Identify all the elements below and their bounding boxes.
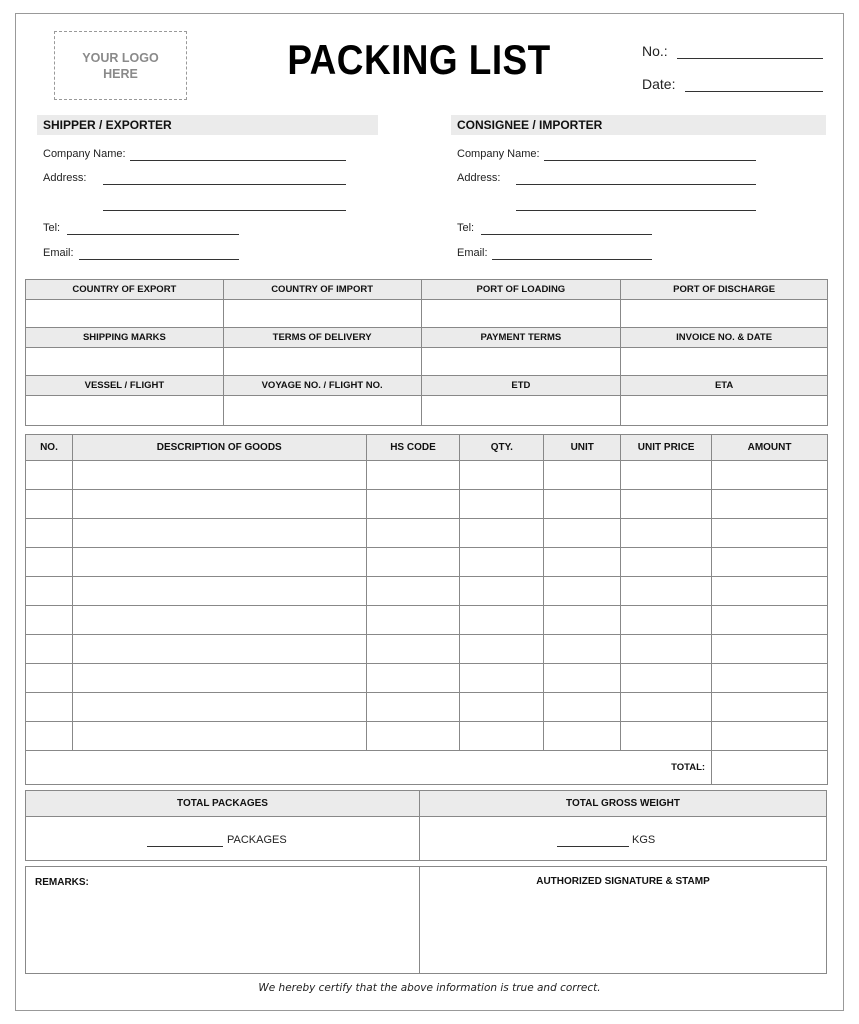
- total-gross-weight-field[interactable]: [557, 846, 629, 847]
- goods-cell-qty[interactable]: [460, 722, 544, 751]
- info-header-port-loading: PORT OF LOADING: [421, 280, 621, 300]
- consignee-heading: CONSIGNEE / IMPORTER: [451, 115, 826, 135]
- signature-label: AUTHORIZED SIGNATURE & STAMP: [536, 876, 710, 887]
- consignee-email-label: Email:: [457, 247, 488, 259]
- goods-cell-no[interactable]: [26, 577, 73, 606]
- info-header-payment-terms: PAYMENT TERMS: [421, 328, 621, 348]
- table-row: [26, 635, 828, 664]
- goods-cell-amount[interactable]: [712, 519, 828, 548]
- logo-text-line1: YOUR LOGO: [82, 50, 159, 65]
- info-cell-shipping-marks[interactable]: [26, 348, 224, 376]
- logo-text-line2: HERE: [103, 66, 138, 81]
- goods-cell-unit-price[interactable]: [621, 461, 712, 490]
- total-packages-box: [25, 790, 420, 861]
- number-label: No.:: [642, 43, 668, 59]
- goods-total-label: TOTAL:: [26, 751, 712, 785]
- info-header-terms-delivery: TERMS OF DELIVERY: [223, 328, 421, 348]
- goods-header-unit-price: UNIT PRICE: [621, 435, 712, 461]
- shipper-address-field-2[interactable]: [103, 210, 346, 211]
- consignee-tel-field[interactable]: [481, 234, 652, 235]
- goods-cell-description[interactable]: [72, 577, 366, 606]
- signature-box[interactable]: [419, 866, 827, 974]
- shipper-heading: SHIPPER / EXPORTER: [37, 115, 378, 135]
- consignee-company-label: Company Name:: [457, 148, 540, 160]
- goods-cell-description[interactable]: [72, 635, 366, 664]
- goods-cell-no[interactable]: [26, 722, 73, 751]
- goods-total-amount-cell[interactable]: [712, 751, 828, 785]
- total-gross-weight-heading: TOTAL GROSS WEIGHT: [420, 791, 826, 817]
- shipper-address-field-1[interactable]: [103, 184, 346, 185]
- goods-rows: [26, 461, 828, 751]
- goods-cell-no[interactable]: [26, 490, 73, 519]
- goods-cell-no[interactable]: [26, 635, 73, 664]
- goods-cell-description[interactable]: [72, 490, 366, 519]
- goods-cell-hs-code[interactable]: [366, 606, 460, 635]
- info-header-shipping-marks: SHIPPING MARKS: [26, 328, 224, 348]
- number-field[interactable]: [677, 58, 823, 59]
- total-packages-heading: TOTAL PACKAGES: [26, 791, 419, 817]
- goods-cell-no[interactable]: [26, 461, 73, 490]
- total-gross-weight-box: [419, 790, 827, 861]
- goods-cell-qty[interactable]: [460, 461, 544, 490]
- goods-cell-unit-price[interactable]: [621, 519, 712, 548]
- info-cell-eta[interactable]: [621, 396, 828, 426]
- info-header-vessel-flight: VESSEL / FLIGHT: [26, 376, 224, 396]
- goods-cell-unit[interactable]: [544, 722, 621, 751]
- goods-cell-qty[interactable]: [460, 635, 544, 664]
- goods-cell-hs-code[interactable]: [366, 722, 460, 751]
- shipper-company-label: Company Name:: [43, 148, 126, 160]
- goods-cell-no[interactable]: [26, 664, 73, 693]
- goods-cell-amount[interactable]: [712, 606, 828, 635]
- goods-cell-qty[interactable]: [460, 490, 544, 519]
- goods-cell-qty[interactable]: [460, 664, 544, 693]
- table-row: [26, 722, 828, 751]
- goods-cell-hs-code[interactable]: [366, 693, 460, 722]
- consignee-company-field[interactable]: [544, 160, 756, 161]
- table-row: [26, 606, 828, 635]
- table-row: [26, 490, 828, 519]
- goods-cell-unit[interactable]: [544, 693, 621, 722]
- info-cell-country-export[interactable]: [26, 300, 224, 328]
- consignee-tel-label: Tel:: [457, 222, 475, 234]
- shipper-tel-field[interactable]: [67, 234, 239, 235]
- goods-cell-unit[interactable]: [544, 606, 621, 635]
- info-cell-vessel-flight[interactable]: [26, 396, 224, 426]
- certification-statement: We hereby certify that the above information is true and correct.: [258, 982, 601, 994]
- goods-header-qty: QTY.: [460, 435, 544, 461]
- info-cell-etd[interactable]: [421, 396, 621, 426]
- goods-cell-amount[interactable]: [712, 664, 828, 693]
- goods-cell-unit[interactable]: [544, 577, 621, 606]
- info-header-eta: ETA: [621, 376, 828, 396]
- goods-cell-unit-price[interactable]: [621, 693, 712, 722]
- goods-header-description: DESCRIPTION OF GOODS: [72, 435, 366, 461]
- table-row: [26, 664, 828, 693]
- goods-cell-unit[interactable]: [544, 490, 621, 519]
- shipment-info-table: [25, 279, 828, 426]
- info-header-country-import: COUNTRY OF IMPORT: [223, 280, 421, 300]
- goods-cell-amount[interactable]: [712, 693, 828, 722]
- remarks-label: REMARKS:: [35, 877, 89, 888]
- total-packages-field[interactable]: [147, 846, 223, 847]
- goods-cell-unit-price[interactable]: [621, 722, 712, 751]
- total-packages-unit: PACKAGES: [227, 834, 287, 846]
- goods-cell-hs-code[interactable]: [366, 548, 460, 577]
- goods-cell-unit[interactable]: [544, 519, 621, 548]
- goods-cell-qty[interactable]: [460, 606, 544, 635]
- shipper-company-field[interactable]: [130, 160, 346, 161]
- info-cell-payment-terms[interactable]: [421, 348, 621, 376]
- goods-header-no: NO.: [26, 435, 73, 461]
- goods-cell-hs-code[interactable]: [366, 461, 460, 490]
- goods-cell-hs-code[interactable]: [366, 577, 460, 606]
- goods-cell-amount[interactable]: [712, 490, 828, 519]
- goods-cell-unit[interactable]: [544, 548, 621, 577]
- shipper-tel-label: Tel:: [43, 222, 61, 234]
- shipper-address-label: Address:: [43, 172, 87, 184]
- goods-cell-unit[interactable]: [544, 635, 621, 664]
- goods-cell-unit-price[interactable]: [621, 606, 712, 635]
- table-row: [26, 548, 828, 577]
- goods-cell-description[interactable]: [72, 693, 366, 722]
- goods-cell-hs-code[interactable]: [366, 490, 460, 519]
- goods-cell-amount[interactable]: [712, 722, 828, 751]
- goods-cell-unit-price[interactable]: [621, 490, 712, 519]
- goods-cell-unit-price[interactable]: [621, 577, 712, 606]
- table-row: [26, 461, 828, 490]
- consignee-address-field-2[interactable]: [516, 210, 756, 211]
- goods-cell-no[interactable]: [26, 693, 73, 722]
- table-row: [26, 693, 828, 722]
- goods-cell-description[interactable]: [72, 461, 366, 490]
- shipper-email-field[interactable]: [79, 259, 239, 260]
- info-cell-port-discharge[interactable]: [621, 300, 828, 328]
- goods-cell-amount[interactable]: [712, 635, 828, 664]
- goods-cell-no[interactable]: [26, 548, 73, 577]
- goods-cell-hs-code[interactable]: [366, 664, 460, 693]
- info-header-invoice-date: INVOICE NO. & DATE: [621, 328, 828, 348]
- table-row: [26, 519, 828, 548]
- goods-cell-amount[interactable]: [712, 548, 828, 577]
- goods-header-unit: UNIT: [544, 435, 621, 461]
- info-header-country-export: COUNTRY OF EXPORT: [26, 280, 224, 300]
- goods-header-hs-code: HS CODE: [366, 435, 460, 461]
- goods-cell-description[interactable]: [72, 519, 366, 548]
- goods-header-amount: AMOUNT: [712, 435, 828, 461]
- info-cell-country-import[interactable]: [223, 300, 421, 328]
- goods-cell-amount[interactable]: [712, 577, 828, 606]
- info-cell-terms-delivery[interactable]: [223, 348, 421, 376]
- goods-cell-unit[interactable]: [544, 461, 621, 490]
- goods-cell-unit-price[interactable]: [621, 664, 712, 693]
- goods-cell-description[interactable]: [72, 722, 366, 751]
- goods-cell-description[interactable]: [72, 606, 366, 635]
- goods-cell-unit[interactable]: [544, 664, 621, 693]
- goods-cell-qty[interactable]: [460, 519, 544, 548]
- goods-cell-unit-price[interactable]: [621, 548, 712, 577]
- logo-placeholder: [54, 31, 187, 100]
- consignee-address-label: Address:: [457, 172, 501, 184]
- goods-cell-qty[interactable]: [460, 577, 544, 606]
- info-cell-voyage-flight-no[interactable]: [223, 396, 421, 426]
- goods-cell-amount[interactable]: [712, 461, 828, 490]
- goods-cell-qty[interactable]: [460, 693, 544, 722]
- goods-cell-qty[interactable]: [460, 548, 544, 577]
- goods-cell-description[interactable]: [72, 664, 366, 693]
- info-header-port-discharge: PORT OF DISCHARGE: [621, 280, 828, 300]
- consignee-address-field-1[interactable]: [516, 184, 756, 185]
- goods-cell-no[interactable]: [26, 519, 73, 548]
- info-cell-invoice-date[interactable]: [621, 348, 828, 376]
- goods-cell-unit-price[interactable]: [621, 635, 712, 664]
- total-gross-weight-unit: KGS: [632, 834, 656, 846]
- goods-cell-description[interactable]: [72, 548, 366, 577]
- info-header-voyage-flight-no: VOYAGE NO. / FLIGHT NO.: [223, 376, 421, 396]
- date-field[interactable]: [685, 91, 823, 92]
- goods-cell-no[interactable]: [26, 606, 73, 635]
- goods-table: [25, 434, 828, 785]
- date-label: Date:: [642, 76, 676, 92]
- goods-cell-hs-code[interactable]: [366, 635, 460, 664]
- shipper-email-label: Email:: [43, 247, 74, 259]
- info-header-etd: ETD: [421, 376, 621, 396]
- remarks-box[interactable]: [25, 866, 420, 974]
- table-row: [26, 577, 828, 606]
- goods-cell-hs-code[interactable]: [366, 519, 460, 548]
- page-title: PACKING LIST: [287, 36, 551, 83]
- consignee-email-field[interactable]: [492, 259, 652, 260]
- info-cell-port-loading[interactable]: [421, 300, 621, 328]
